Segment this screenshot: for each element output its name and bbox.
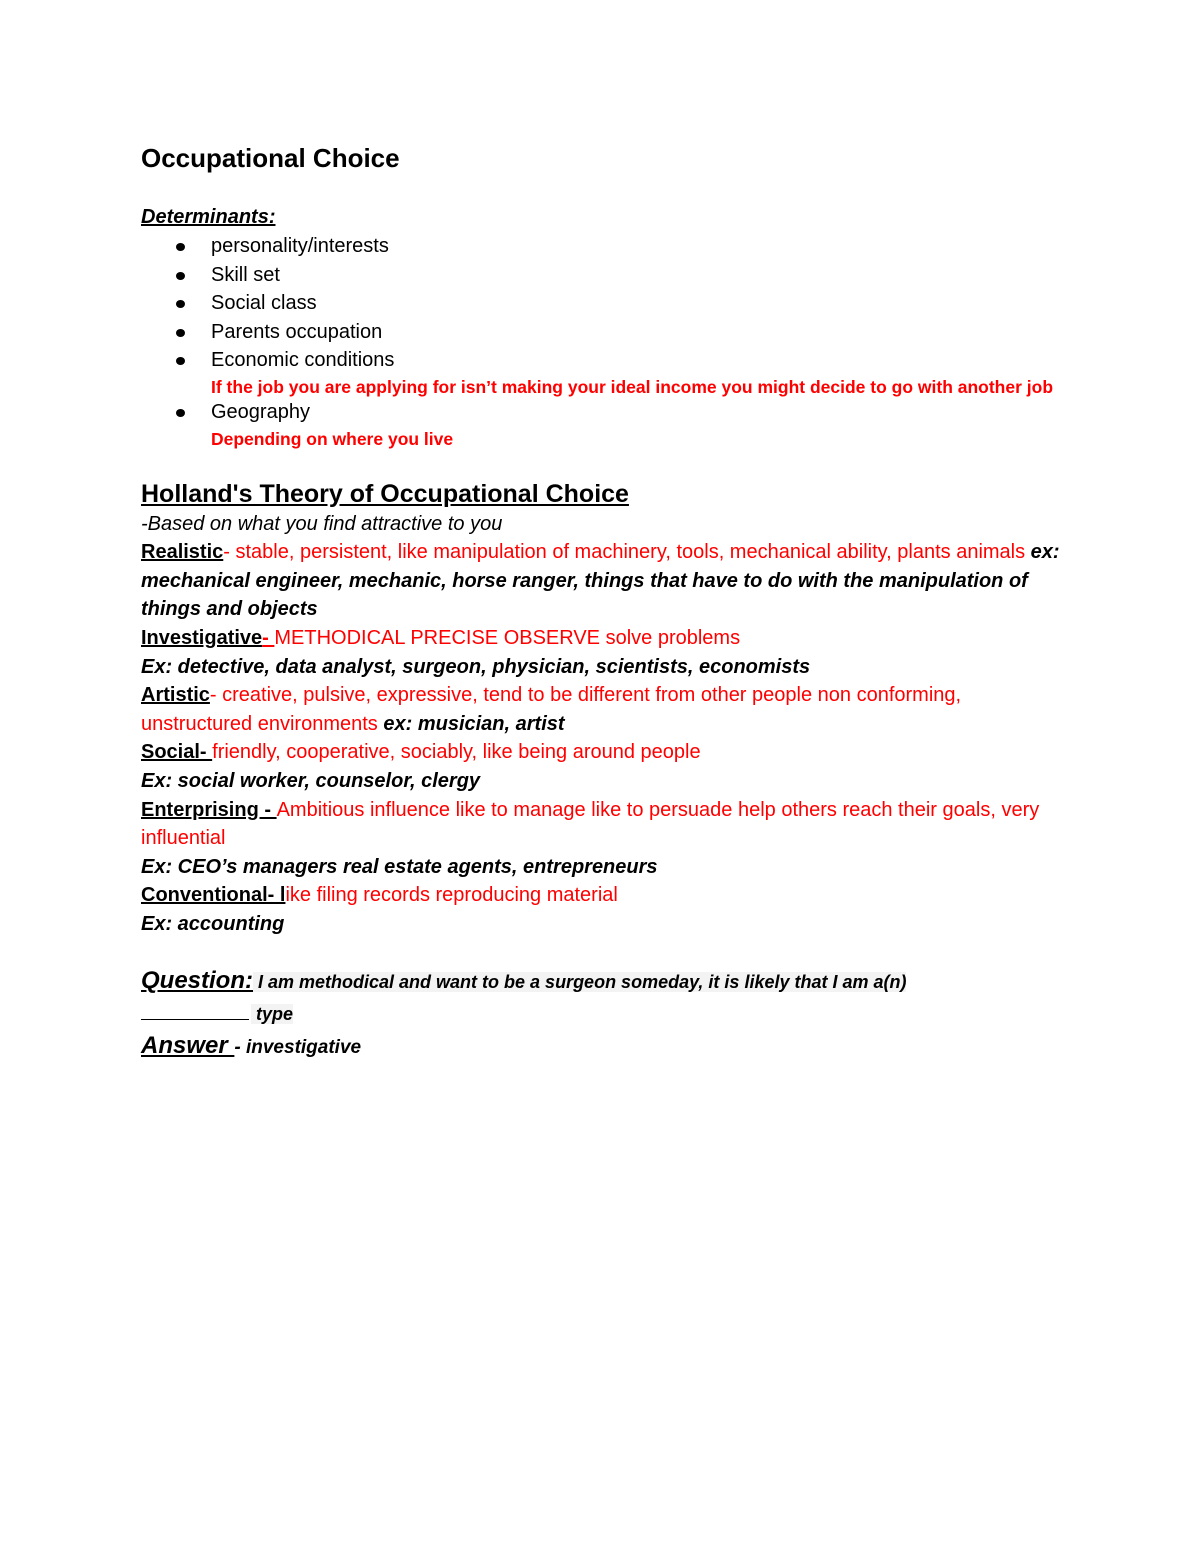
list-item-note: Depending on where you live — [211, 428, 454, 449]
type-realistic — [141, 538, 1061, 624]
answer-label: Answer — [141, 1032, 235, 1060]
type-enterprising — [141, 796, 1061, 853]
answer-blank — [141, 1003, 249, 1020]
type-example: Ex: CEO’s managers real estate agents, entrepreneurs — [141, 855, 658, 878]
list-item-label: Geography — [211, 400, 310, 423]
type-name: Investigative — [141, 626, 263, 649]
list-item-label: Parents occupation — [211, 320, 383, 343]
determinants-heading: Determinants: — [141, 206, 276, 228]
list-item — [211, 398, 1061, 450]
list-item — [211, 232, 1061, 261]
type-artistic — [141, 681, 1061, 738]
list-item-label: Skill set — [211, 263, 280, 286]
list-item-label: Economic conditions — [211, 349, 395, 372]
type-example: Ex: detective, data analyst, surgeon, physician, scientists, economists — [141, 655, 811, 678]
answer-text: - investigative — [234, 1037, 362, 1059]
type-name: Social- — [141, 741, 213, 764]
holland-heading: Holland's Theory of Occupational Choice — [141, 479, 629, 508]
list-item-label: personality/interests — [211, 235, 389, 257]
document-content — [141, 140, 1061, 1064]
bullet-icon — [176, 329, 185, 337]
type-example: ex: mechanical engineer, mechanic, horse ranger, things that have to do with the manipulation of things and objects — [141, 541, 1060, 621]
question-block — [141, 966, 1061, 1031]
type-investigative — [141, 624, 1061, 653]
type-description: creative, pulsive, expressive, tend to be different from other people non conforming, unstructured environments — [141, 684, 962, 735]
type-separator: - — [223, 541, 236, 564]
question-suffix: type — [251, 1004, 294, 1025]
list-item — [211, 318, 1061, 347]
bullet-icon — [176, 357, 185, 365]
type-conventional — [141, 881, 1061, 910]
bullet-icon — [176, 300, 185, 308]
type-description: ike filing records reproducing material — [285, 884, 618, 907]
type-name: Artistic — [141, 684, 210, 707]
type-example: Ex: social worker, counselor, clergy — [141, 769, 481, 792]
type-description: Ambitious influence like to manage like to persuade help others reach their goals, very influential — [141, 798, 1040, 850]
type-description: friendly, cooperative, sociably, like being around people — [212, 741, 701, 764]
list-item — [211, 346, 1061, 398]
page-title: Occupational Choice — [141, 143, 400, 173]
type-name: Enterprising - — [141, 798, 277, 821]
list-item-label: Social class — [211, 292, 317, 315]
type-description: METHODICAL PRECISE OBSERVE solve problems — [274, 626, 741, 649]
bullet-icon — [176, 409, 185, 417]
list-item-note: If the job you are applying for isn’t making your ideal income you might decide to go with another job — [211, 376, 1054, 397]
type-description: stable, persistent, like manipulation of machinery, tools, mechanical ability, plants animals — [235, 541, 1026, 564]
type-name: Realistic — [141, 541, 224, 564]
determinants-list — [141, 232, 1061, 450]
type-separator: - — [209, 684, 223, 707]
bullet-icon — [176, 243, 185, 251]
type-example: ex: musician, artist — [377, 712, 565, 735]
type-separator: - — [262, 626, 275, 649]
holland-subtitle: -Based on what you find attractive to you — [141, 512, 503, 535]
answer-block — [141, 1031, 1061, 1064]
type-name: Conventional- l — [141, 884, 286, 907]
list-item — [211, 261, 1061, 290]
question-label: Question: — [141, 967, 253, 995]
question-text: I am methodical and want to be a surgeon someday, it is likely that I am a(n) — [253, 972, 907, 993]
type-example: Ex: accounting — [141, 912, 285, 935]
type-social — [141, 738, 1061, 767]
bullet-icon — [176, 272, 185, 280]
list-item — [211, 289, 1061, 318]
